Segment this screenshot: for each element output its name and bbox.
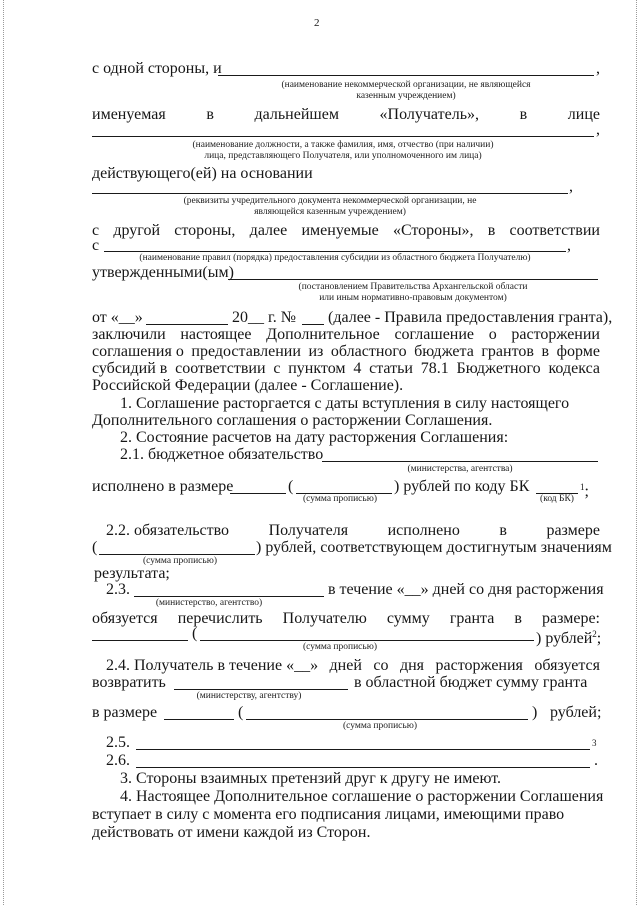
blank-clause-2-5[interactable]: [136, 749, 590, 750]
clause-2-2-line-2: ) рублей, соответствующем достигнутым значениям: [256, 539, 612, 556]
footnote-ref-3: 3: [592, 738, 597, 748]
clause-4-line-1: 4. Настоящее Дополнительное соглашение о расторжении Соглашения: [120, 788, 604, 805]
rules-short-name: (далее - Правила предоставления гранта),: [328, 309, 613, 326]
blank-ministry-2-4[interactable]: [174, 689, 348, 690]
comma: ,: [596, 60, 600, 77]
clause-1-line-1: 1. Соглашение расторгается с даты вступления в силу настоящего: [120, 395, 570, 412]
period: .: [594, 752, 598, 769]
scan-edge-right: [636, 0, 637, 905]
blank-ministry-2-3[interactable]: [134, 596, 324, 597]
blank-organization-name[interactable]: [218, 75, 594, 76]
scan-edge-left: [3, 0, 4, 905]
executed-amount-label: исполнено в размере: [92, 478, 234, 495]
caption-budget-code: (код БК): [540, 494, 574, 504]
line-rules-prefix: с: [92, 237, 100, 254]
page-number: 2: [314, 17, 320, 29]
blank-return-digits[interactable]: [164, 719, 234, 720]
line-agreement-subject: соглашения о предоставлении из областного бюджета грантов в форме: [92, 343, 600, 360]
clause-2-5-number: 2.5.: [106, 734, 130, 751]
caption-amount-words: (сумма прописью): [303, 494, 377, 504]
line-acting-basis: действующего(ей) на основании: [92, 165, 313, 182]
line-federation: Российской Федерации (далее - Соглашение).: [92, 377, 404, 394]
blank-amount-digits[interactable]: [230, 493, 286, 494]
blank-approving-act[interactable]: [228, 279, 598, 280]
blank-rules-name[interactable]: [104, 251, 566, 252]
blank-ministry[interactable]: [322, 461, 598, 462]
caption-amount-words: (сумма прописью): [343, 721, 417, 731]
clause-2-4-line-1: 2.4. Получатель в течение «__» дней со дня расторжения обязуется: [106, 657, 600, 674]
clause-4-line-3: действовать от имени каждой из Сторон.: [92, 824, 371, 841]
caption-rules-name: (наименование правил (порядка) предоставления субсидии из областного бюджета Получателю): [139, 253, 531, 263]
rubles-label: рублей;: [550, 704, 602, 721]
clause-2-6-number: 2.6.: [106, 752, 130, 769]
caption-ministry-2-3: (министерство, агентство): [155, 598, 263, 608]
rubles-footnote-2: ) рублей$^2$;: [536, 629, 602, 647]
blank-date-month[interactable]: [146, 324, 228, 325]
other-party-text: с одной стороны, и: [92, 60, 222, 77]
clause-1-line-2: Дополнительного соглашения о расторжении Соглашения.: [92, 412, 493, 429]
line-parties: с другой стороны, далее именуемые «Стороны», в соответствии: [92, 222, 600, 239]
blank-representative[interactable]: [92, 136, 594, 137]
clause-2-1-text: 2.1. бюджетное обязательство: [120, 446, 324, 463]
blank-return-words[interactable]: [246, 719, 528, 720]
line-other-party: [92, 60, 222, 78]
paren-open: (: [92, 539, 98, 556]
clause-4-line-2: вступает в силу с момента его подписания лицами, имеющими право: [92, 806, 565, 823]
caption-ministry-2-4: (министерству, агентству): [196, 691, 302, 701]
blank-act-number[interactable]: [302, 324, 324, 325]
clause-2-4-line-2: в областной бюджет сумму гранта: [354, 674, 588, 691]
clause-2-3-text: в течение «__» дней со дня расторжения: [328, 581, 604, 598]
blank-grant-digits[interactable]: [92, 640, 188, 641]
line-named-recipient: именуемая в дальнейшем «Получатель», в лице: [92, 106, 600, 123]
date-from: от «__»: [92, 309, 143, 326]
caption-organization: (наименование некоммерческой организации, не являющейся казенным учреждением): [281, 80, 531, 101]
caption-ministry: (министерства, агентства): [407, 464, 513, 474]
clause-2-2-line-3: результата;: [94, 565, 170, 582]
date-year-number: 20__ г. №: [232, 309, 297, 326]
comma: ,: [569, 178, 573, 195]
blank-grant-words[interactable]: [200, 640, 534, 641]
clause-2-3-number: 2.3.: [106, 581, 130, 598]
caption-amount-words: (сумма прописью): [303, 642, 377, 652]
footnote-ref-1: $^1$;: [580, 482, 589, 500]
comma: ,: [596, 121, 600, 138]
clause-3: 3. Стороны взаимных претензий друг к другу не имеют.: [120, 770, 502, 787]
paren-close: ): [532, 704, 538, 721]
caption-representative: (наименование должности, а также фамилия, имя, отчество (при наличии) лица, представляющего Получателя, или уполномоченного им лица): [192, 140, 494, 161]
line-budget-code-ref: субсидий в соответствии с пунктом 4 статьи 78.1 Бюджетного кодекса: [92, 360, 600, 377]
amount-label: в размере: [92, 704, 158, 721]
return-label: возвратить: [92, 674, 166, 691]
paren-open: (: [288, 478, 294, 495]
paren-open: (: [192, 625, 198, 642]
clause-2-heading: 2. Состояние расчетов на дату расторжения Соглашения:: [120, 429, 509, 446]
blank-clause-2-6[interactable]: [136, 767, 590, 768]
paren-open: (: [238, 704, 244, 721]
clause-2-3-line-2: обязуется перечислить Получателю сумму гранта в размере:: [92, 610, 600, 627]
line-approved: утвержденными(ым): [92, 264, 234, 281]
caption-approving-act: (постановлением Правительства Архангельской области или иным нормативно-правовым документом): [298, 282, 528, 303]
comma: ,: [567, 237, 571, 254]
clause-2-2-line-1: 2.2. обязательство Получателя исполнено в размере: [106, 522, 600, 539]
blank-obligation-amount[interactable]: [99, 554, 255, 555]
caption-founding-document: (реквизиты учредительного документа некоммерческой организации, не являющейся казенным учреждением): [183, 196, 477, 217]
rubles-by-code: ) рублей по коду БК: [394, 478, 530, 495]
caption-amount-words: (сумма прописью): [143, 556, 217, 566]
line-concluded: заключили настоящее Дополнительное соглашение о расторжении: [92, 326, 600, 343]
blank-founding-document[interactable]: [92, 193, 568, 194]
